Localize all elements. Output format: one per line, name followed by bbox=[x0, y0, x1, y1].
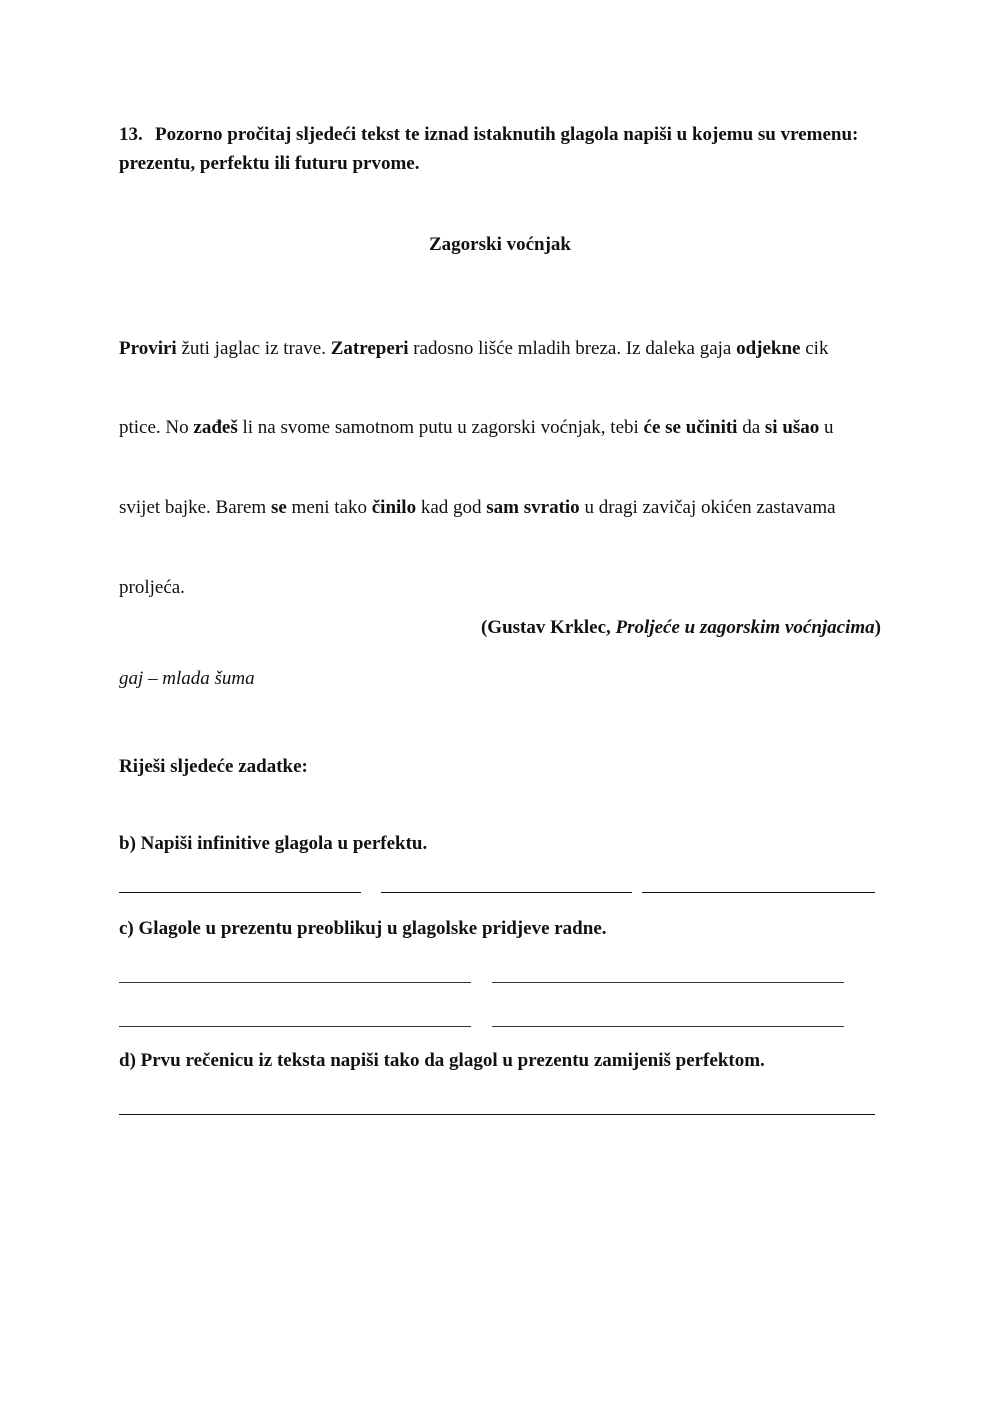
answer-line-c-1[interactable] bbox=[119, 982, 471, 983]
highlighted-verb: zađeš bbox=[193, 417, 238, 438]
highlighted-verb: odjekne bbox=[736, 338, 801, 359]
task-d: d) Prvu rečenicu iz teksta napiši tako da glagol u prezentu zamijeniš perfektom. bbox=[119, 1050, 765, 1071]
highlighted-verb: Proviri bbox=[119, 338, 177, 359]
answer-line-b-2[interactable] bbox=[381, 892, 632, 893]
passage-text: li na svome samotnom putu u zagorski voćnjak, tebi bbox=[237, 417, 644, 438]
passage-line-3 bbox=[119, 497, 889, 519]
highlighted-verb: činilo bbox=[371, 497, 417, 518]
passage-text: kad god bbox=[416, 497, 487, 518]
task-number: 13. bbox=[119, 124, 143, 145]
passage-line-1 bbox=[119, 338, 889, 360]
highlighted-verb: si ušao bbox=[764, 417, 820, 438]
passage-text: cik bbox=[800, 338, 829, 359]
passage-text: ptice. No bbox=[119, 417, 194, 438]
passage-text: radosno lišće mladih breza. Iz daleka gaja bbox=[408, 338, 737, 359]
passage-text: žuti jaglac iz trave. bbox=[176, 338, 331, 359]
citation-close: ) bbox=[874, 617, 881, 638]
answer-line-c-4[interactable] bbox=[492, 1026, 844, 1027]
answer-line-c-2[interactable] bbox=[492, 982, 844, 983]
text-title: Zagorski voćnjak bbox=[429, 234, 571, 255]
passage-text: da bbox=[737, 417, 765, 438]
passage-text: u bbox=[819, 417, 834, 438]
task-instruction-text: Pozorno pročitaj sljedeći tekst te iznad istaknutih glagola napiši u kojemu su vremenu: prezentu, perfektu ili futuru prvome. bbox=[119, 124, 859, 174]
highlighted-verb: Zatreperi bbox=[330, 338, 409, 359]
answer-line-b-1[interactable] bbox=[119, 892, 361, 893]
citation-work: Proljeće u zagorskim voćnjacima bbox=[615, 617, 875, 638]
highlighted-verb: će se učiniti bbox=[643, 417, 738, 438]
task-c: c) Glagole u prezentu preoblikuj u glagolske pridjeve radne. bbox=[119, 918, 607, 939]
passage-text: meni tako bbox=[286, 497, 372, 518]
answer-line-b-3[interactable] bbox=[642, 892, 875, 893]
passage-text: proljeća. bbox=[119, 577, 185, 598]
passage-line-4 bbox=[119, 577, 889, 599]
highlighted-verb: sam svratio bbox=[486, 497, 580, 518]
passage-text: svijet bajke. Barem bbox=[119, 497, 271, 518]
passage-text: u dragi zavičaj okićen zastavama bbox=[579, 497, 836, 518]
glossary-note: gaj – mlada šuma bbox=[119, 668, 255, 689]
highlighted-verb: se bbox=[270, 497, 287, 518]
citation-author: (Gustav Krklec, bbox=[480, 617, 616, 638]
tasks-heading: Riješi sljedeće zadatke: bbox=[119, 756, 308, 777]
passage-line-2 bbox=[119, 417, 889, 439]
answer-line-d[interactable] bbox=[119, 1114, 875, 1115]
citation bbox=[481, 617, 881, 639]
task-b: b) Napiši infinitive glagola u perfektu. bbox=[119, 833, 428, 854]
task-13-instruction bbox=[119, 120, 879, 178]
answer-line-c-3[interactable] bbox=[119, 1026, 471, 1027]
